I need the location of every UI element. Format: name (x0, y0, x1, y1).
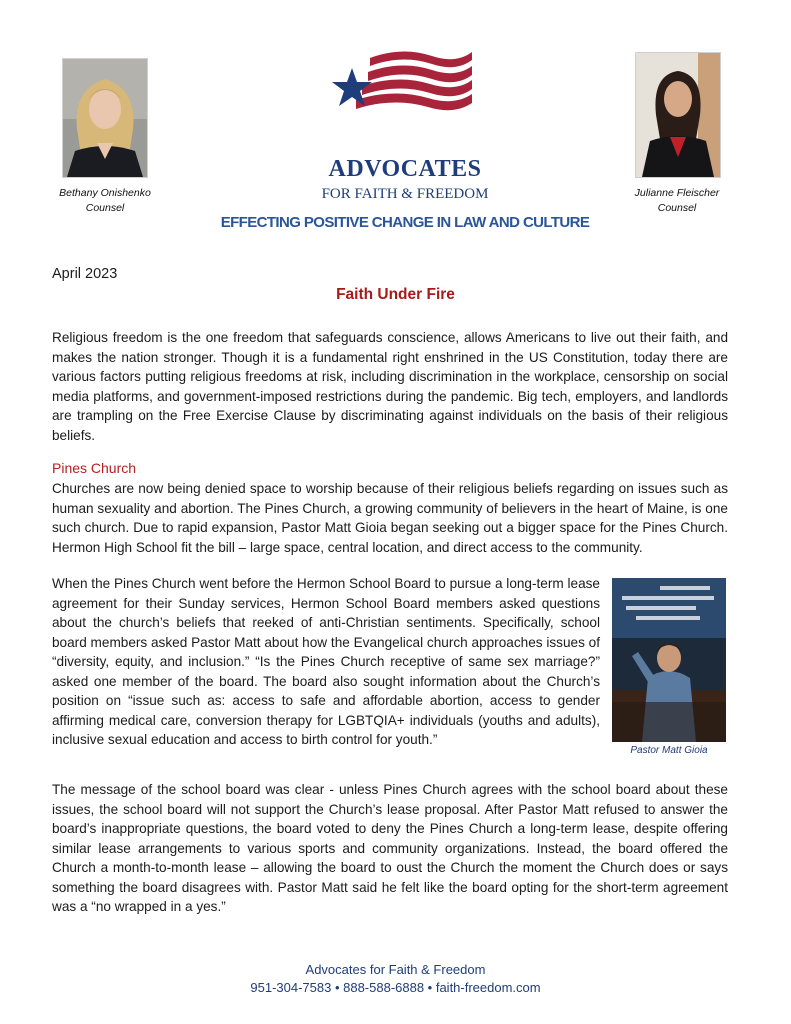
headshot-bethany-onishenko (62, 58, 148, 178)
document-title: Faith Under Fire (336, 286, 455, 303)
org-tagline: EFFECTING POSITIVE CHANGE IN LAW AND CULTURE (220, 214, 590, 231)
footer-org-name: Advocates for Faith & Freedom (305, 962, 486, 977)
org-title: ADVOCATES (328, 156, 482, 182)
left-person-role: Counsel (85, 202, 125, 214)
right-person-name: Julianne Fleischer (634, 187, 720, 199)
paragraph-pines-church: Churches are now being denied space to worship because of their religious beliefs regarding on issues such as human sexuality and abortion. The Pines Church, a growing community of believers in the heart of Maine, is one such church. Due to rapid expansion, Pastor Matt Gioia began seeking out a bigger space for the Pines Church. Hermon High School fit the bill – large space, central location, and direct access to the community. (52, 481, 728, 555)
headshot-julianne-fleischer (635, 52, 721, 178)
right-person-role: Counsel (657, 202, 697, 214)
paragraph-board-decision: The message of the school board was clear - unless Pines Church agrees with the school board about these issues, the school board will not support the Church’s lease proposal. After Pastor Matt refused to answer the board’s inappropriate questions, the board voted to deny the Pines Church a long-term lease, despite offering similar lease arrangements to various sports and community organizations. Instead, the board offered the Church a month-to-month lease – allowing the board to oust the Church the moment the Church does or says something the board disagrees with. Pastor Matt said he felt like the board opting for the short-term agreement was a “no wrapped in a yes.” (52, 782, 728, 914)
pastor-photo (612, 578, 726, 742)
section-heading: Pines Church (52, 460, 137, 476)
pastor-photo-caption: Pastor Matt Gioia (630, 745, 708, 756)
flag-star-logo (332, 48, 474, 120)
left-person-caption (40, 186, 170, 216)
paragraph-school-board: When the Pines Church went before the Hermon School Board to pursue a long-term lease agreement for their Sunday services, Hermon School Board members asked questions about the church’s beliefs that reeked of anti-Christian sentiments. Specifically, school board members asked Pastor Matt about how the Evangelical church approaches issues of “diversity, equity, and inclusion.” “Is the Pines Church receptive of same sex marriage?” asked one member of the board. The board also sought information about the Church’s position on “issue such as: access to safe and affordable abortion, access to gender affirming medical care, conversion therapy for LGBTQIA+ individuals (youths and adults), inclusive sexual education and access to birth control for youth.” (52, 576, 600, 747)
intro-paragraph: Religious freedom is the one freedom that safeguards conscience, allows Americans to live out their faith, and makes the nation stronger. Though it is a fundamental right enshrined in the US Constitution, today there are various factors putting religious freedoms at risk, including discrimination in the workplace, censorship on social media platforms, and government-imposed restrictions during the pandemic. Big tech, employers, and landlords are trampling on the Free Exercise Clause by discriminating against individuals on the basis of their religious beliefs. (52, 330, 728, 443)
right-person-caption (612, 186, 742, 216)
left-person-name: Bethany Onishenko (59, 187, 151, 199)
footer-contact: 951-304-7583 • 888-588-6888 • faith-freedom.com (250, 980, 541, 995)
org-subtitle: FOR FAITH & FREEDOM (321, 186, 489, 202)
document-date: April 2023 (52, 266, 118, 282)
